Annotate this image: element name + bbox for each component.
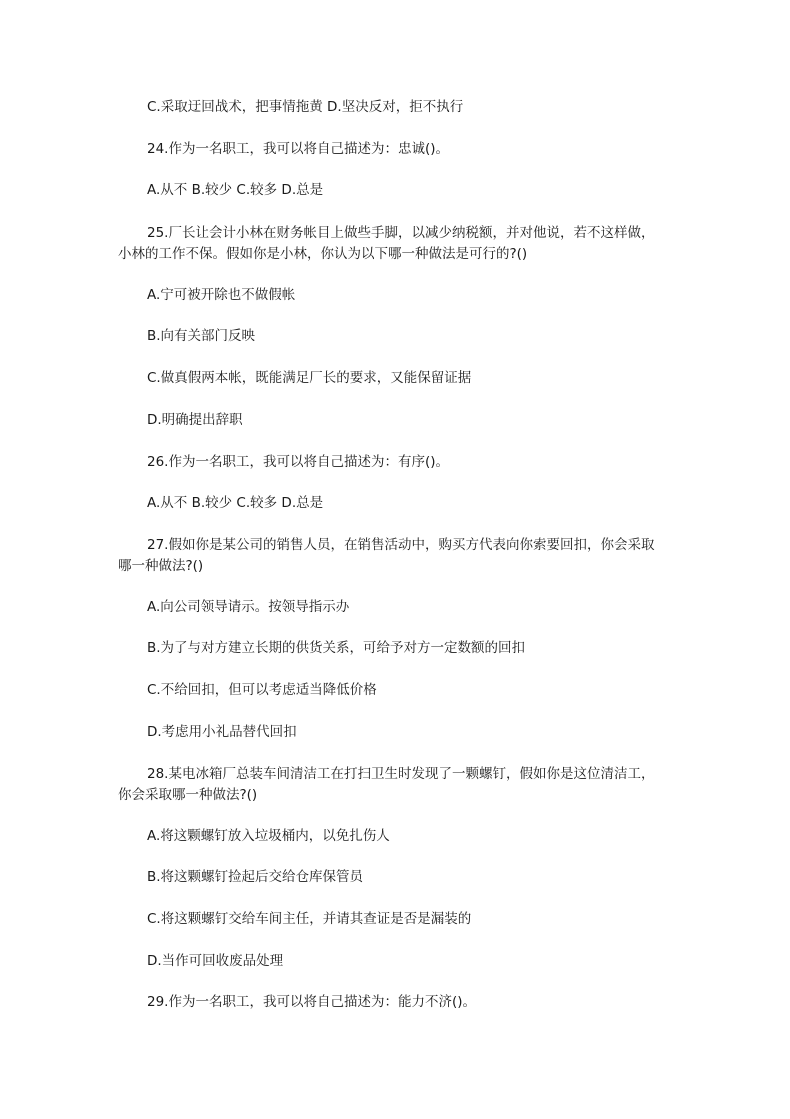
question-29: 29.作为一名职工，我可以将自己描述为：能力不济()。	[147, 994, 477, 1010]
question-25: 25.厂长让会计小林在财务帐目上做些手脚，以减少纳税额，并对他说，若不这样做，小林的工作不保。假如你是小林，你认为以下哪一种做法是可行的?()	[118, 225, 655, 262]
question-27: 27.假如你是某公司的销售人员，在销售活动中，购买方代表向你索要回扣，你会采取哪一种做法?()	[118, 537, 655, 574]
option-b: B.向有关部门反映	[147, 328, 256, 344]
option-line: A.从不 B.较少 C.较多 D.总是	[147, 495, 324, 511]
option-a: A.向公司领导请示。按领导指示办	[147, 599, 350, 615]
option-c: C.将这颗螺钉交给车间主任，并请其查证是否是漏装的	[147, 911, 472, 927]
question-28: 28.某电冰箱厂总装车间清洁工在打扫卫生时发现了一颗螺钉，假如你是这位清洁工，你会采取哪一种做法?()	[118, 766, 655, 803]
option-a: A.将这颗螺钉放入垃圾桶内，以免扎伤人	[147, 828, 390, 844]
option-b: B.为了与对方建立长期的供货关系，可给予对方一定数额的回扣	[147, 640, 526, 656]
question-26: 26.作为一名职工，我可以将自己描述为：有序()。	[147, 454, 450, 470]
option-d: D.考虑用小礼品替代回扣	[147, 724, 297, 740]
option-d: D.明确提出辞职	[147, 412, 243, 428]
option-d: D.当作可回收废品处理	[147, 953, 284, 969]
option-line: C.采取迂回战术，把事情拖黄 D.坚决反对，拒不执行	[147, 99, 464, 115]
option-line: A.从不 B.较少 C.较多 D.总是	[147, 182, 324, 198]
option-c: C.做真假两本帐，既能满足厂长的要求，又能保留证据	[147, 370, 472, 386]
option-a: A.宁可被开除也不做假帐	[147, 287, 296, 303]
question-24: 24.作为一名职工，我可以将自己描述为：忠诚()。	[147, 141, 450, 157]
option-b: B.将这颗螺钉捡起后交给仓库保管员	[147, 869, 364, 885]
option-c: C.不给回扣，但可以考虑适当降低价格	[147, 682, 377, 698]
